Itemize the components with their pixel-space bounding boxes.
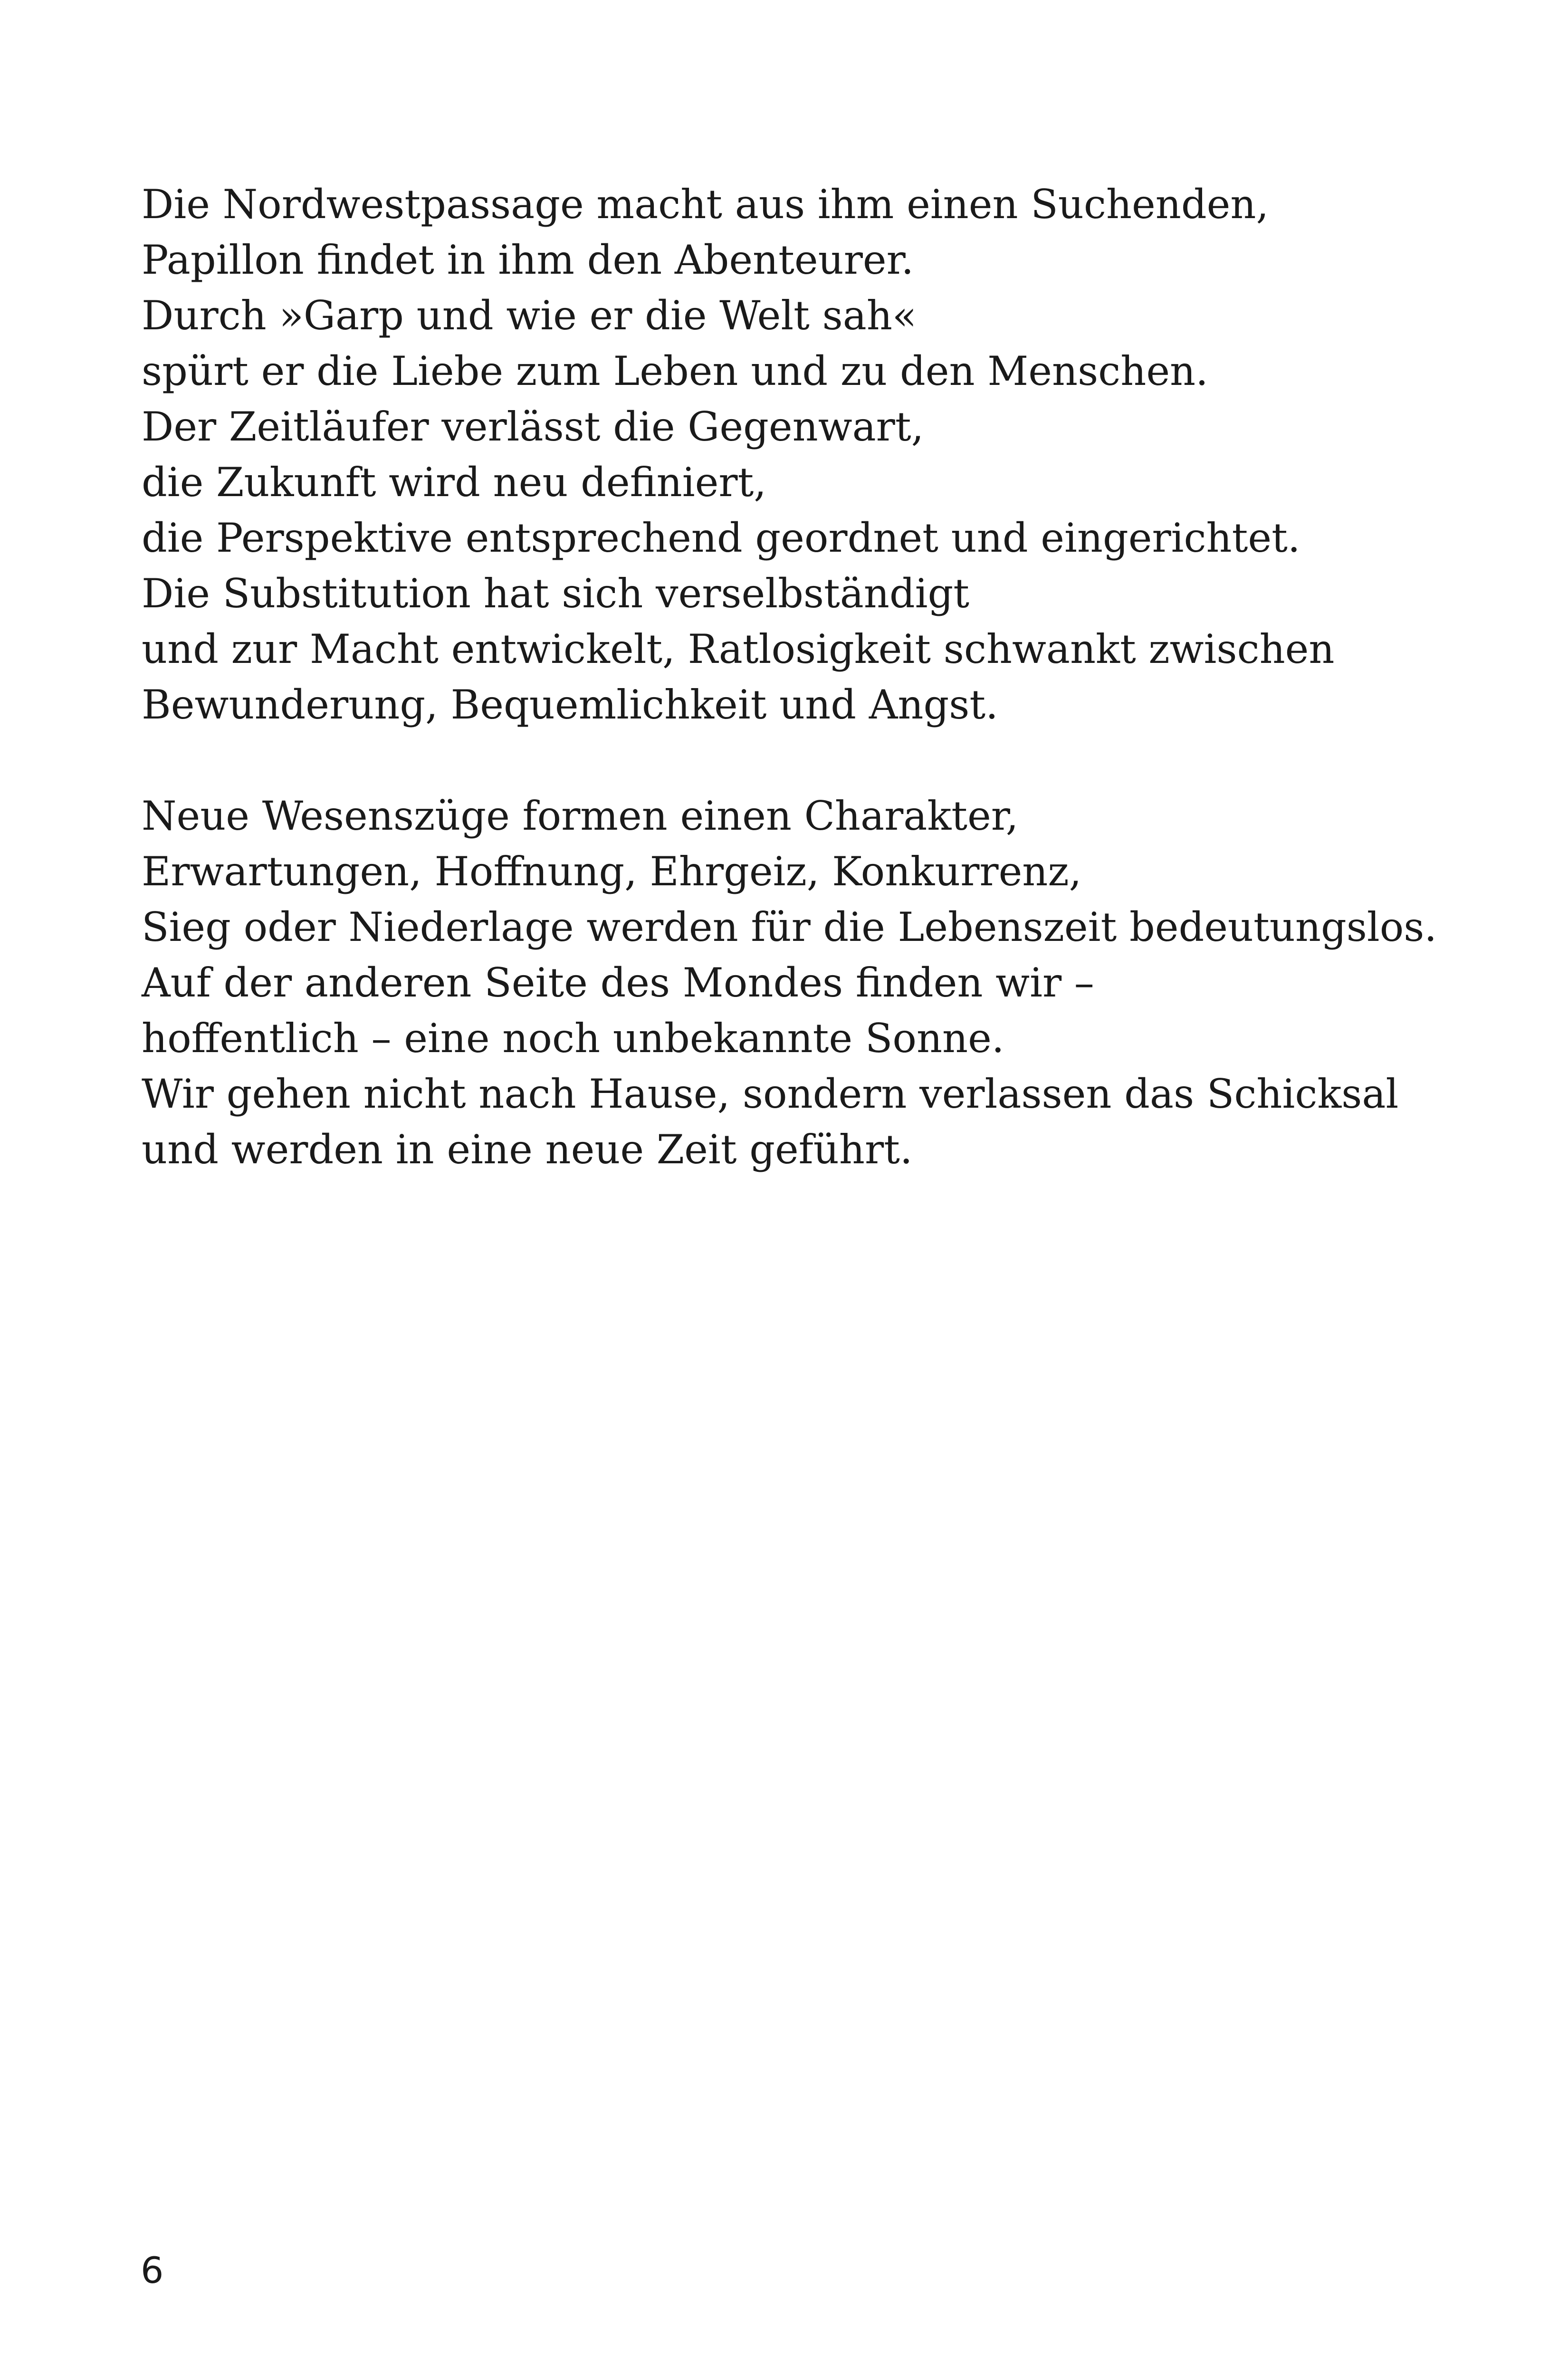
poem-line: Der Zeitläufer verlässt die Gegenwart, — [142, 403, 924, 450]
poem-line: Auf der anderen Seite des Mondes finden wir – — [142, 959, 1094, 1006]
poem-line: spürt er die Liebe zum Leben und zu den Menschen. — [142, 348, 1208, 394]
poem-line: Bewunderung, Bequemlichkeit und Angst. — [142, 681, 998, 728]
stanza — [142, 177, 1472, 733]
poem-body — [142, 177, 1472, 1178]
poem-line: die Perspektive entsprechend geordnet und eingerichtet. — [142, 515, 1300, 561]
poem-line: Wir gehen nicht nach Hause, sondern verlassen das Schicksal — [142, 1071, 1399, 1117]
page-number: 6 — [141, 2249, 164, 2291]
poem-line: hoffentlich – eine noch unbekannte Sonne. — [142, 1015, 1004, 1062]
poem-line: Die Nordwestpassage macht aus ihm einen Suchenden, — [142, 181, 1269, 228]
poem-line: und werden in eine neue Zeit geführt. — [142, 1126, 913, 1173]
poem-line: Sieg oder Niederlage werden für die Lebenszeit bedeutungslos. — [142, 904, 1437, 950]
poem-line: Neue Wesenszüge formen einen Charakter, — [142, 793, 1019, 839]
poem-line: Papillon findet in ihm den Abenteurer. — [142, 237, 914, 283]
poem-line: Durch »Garp und wie er die Welt sah« — [142, 292, 917, 339]
stanza — [142, 788, 1472, 1178]
poem-line: die Zukunft wird neu definiert, — [142, 459, 766, 506]
poem-line: und zur Macht entwickelt, Ratlosigkeit schwankt zwischen — [142, 626, 1335, 672]
poem-line: Die Substitution hat sich verselbständigt — [142, 570, 970, 617]
poem-line: Erwartungen, Hoffnung, Ehrgeiz, Konkurrenz, — [142, 848, 1082, 895]
